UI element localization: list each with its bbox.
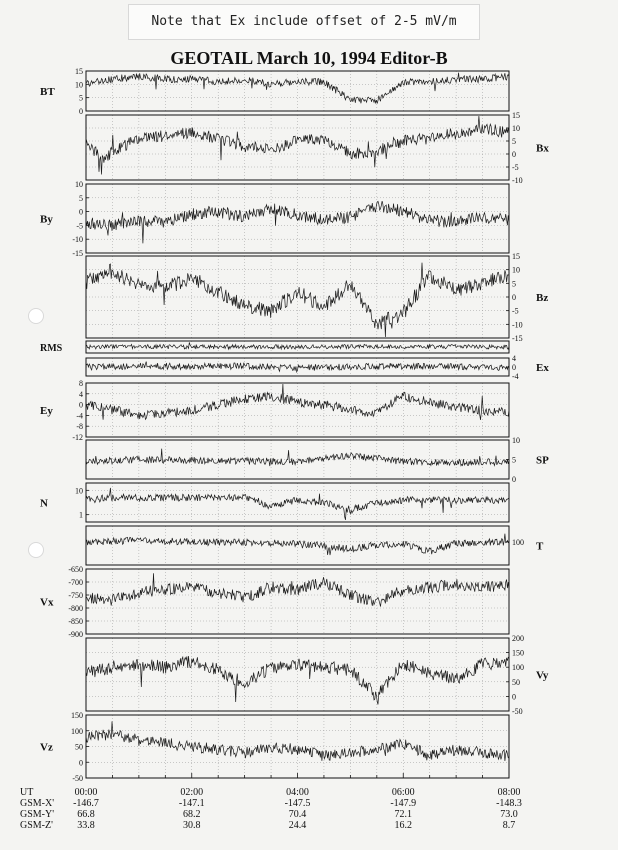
- footer-value: 00:00: [74, 787, 98, 798]
- tick-label: -15: [72, 249, 83, 258]
- panel-sp: [86, 436, 549, 484]
- tick-label: -850: [68, 617, 83, 626]
- tick-label: -4: [512, 372, 519, 381]
- footer-value: -147.5: [284, 798, 311, 809]
- panel-bz: [86, 252, 548, 343]
- series-line-ex: [86, 362, 509, 372]
- footer-value: 70.4: [288, 809, 307, 820]
- tick-label: 0: [79, 400, 83, 410]
- panel-n: [40, 483, 509, 522]
- panel-label-vz: Vz: [40, 741, 53, 754]
- panel-label-vx: Vx: [40, 596, 54, 609]
- tick-label: 0: [79, 207, 83, 217]
- tick-label: -10: [72, 235, 83, 245]
- footer-value: 24.4: [288, 820, 307, 831]
- tick-label: 50: [512, 677, 520, 687]
- tick-label: -800: [68, 604, 83, 613]
- panel-t: [86, 526, 544, 565]
- footer-value: 66.8: [77, 809, 95, 820]
- tick-label: 0: [512, 475, 516, 484]
- panel-by: [40, 180, 509, 258]
- footer-value: 06:00: [391, 787, 415, 798]
- footer-value: -148.3: [496, 798, 522, 809]
- panel-label-bz: Bz: [536, 292, 549, 304]
- tick-label: 8: [79, 379, 83, 388]
- panel-label-by: By: [40, 213, 53, 226]
- panel-ex: [86, 354, 549, 381]
- tick-label: 0: [512, 363, 516, 372]
- panel-vy: [86, 634, 549, 716]
- chart-title: GEOTAIL March 10, 1994 Editor-B: [170, 48, 448, 68]
- footer-value: -147.9: [390, 798, 417, 809]
- tick-label: 100: [71, 726, 83, 736]
- tick-label: 200: [512, 634, 524, 643]
- tick-label: 10: [512, 265, 520, 275]
- panel-ey: [40, 379, 509, 442]
- tick-label: 15: [75, 67, 83, 76]
- tick-label: -50: [72, 774, 83, 783]
- tick-label: 10: [75, 486, 83, 496]
- series-line-sp: [86, 449, 509, 467]
- panel-frame: [86, 184, 509, 253]
- panel-vx: [40, 565, 509, 639]
- tick-label: -700: [68, 578, 83, 587]
- tick-label: 15: [512, 252, 520, 261]
- tick-label: -750: [68, 591, 83, 600]
- panel-vz: [40, 711, 509, 783]
- footer-value: -147.1: [178, 798, 205, 809]
- tick-label: -5: [76, 221, 83, 231]
- footer-label: GSM-Z': [20, 820, 53, 831]
- tick-label: 5: [79, 93, 83, 103]
- footer-label: UT: [20, 787, 34, 798]
- footer-value: 02:00: [180, 787, 204, 798]
- tick-label: 0: [79, 107, 83, 116]
- orbit-position-footer: [0, 784, 618, 850]
- panel-label-n: N: [40, 497, 48, 510]
- panel-label-sp: SP: [536, 454, 549, 467]
- tick-label: -12: [72, 433, 83, 442]
- tick-label: -5: [512, 306, 519, 316]
- series-line-rms: [86, 342, 509, 349]
- tick-label: -650: [68, 565, 83, 574]
- tick-label: 150: [512, 648, 524, 658]
- footer-value: 33.8: [77, 820, 95, 831]
- tick-label: 0: [512, 692, 516, 702]
- tick-label: 0: [512, 150, 516, 159]
- footer-value: 08:00: [497, 787, 521, 798]
- tick-label: 10: [512, 436, 520, 445]
- footer-value: 73.0: [500, 809, 518, 820]
- punch-hole-top: [28, 308, 44, 324]
- tick-label: 100: [512, 537, 524, 547]
- panel-rms: [40, 341, 509, 354]
- tick-label: -10: [512, 176, 523, 185]
- footer-value: 16.2: [394, 820, 412, 831]
- punch-hole-bottom: [28, 542, 44, 558]
- tick-label: 100: [512, 663, 524, 673]
- tick-label: -5: [512, 163, 519, 172]
- tick-label: -8: [76, 422, 83, 432]
- footer-value: 68.2: [183, 809, 201, 820]
- tick-label: 5: [512, 455, 516, 465]
- tick-label: 15: [512, 111, 520, 120]
- footer-value: 04:00: [286, 787, 309, 798]
- tick-label: -900: [68, 630, 83, 639]
- panel-label-t: T: [536, 540, 544, 553]
- tick-label: 1: [79, 510, 83, 520]
- tick-label: 0: [79, 758, 83, 768]
- tick-label: 5: [512, 279, 516, 289]
- tick-label: 0: [512, 293, 516, 302]
- panel-bx: [86, 111, 549, 185]
- offset-note: Note that Ex include offset of 2-5 mV/m: [128, 4, 480, 40]
- panel-bt: [40, 67, 509, 116]
- tick-label: 4: [512, 354, 516, 363]
- tick-label: 10: [512, 124, 520, 133]
- tick-label: 10: [75, 80, 83, 90]
- tick-label: -4: [76, 411, 83, 421]
- tick-label: -50: [512, 707, 523, 716]
- tick-label: 5: [512, 137, 516, 146]
- tick-label: 10: [75, 180, 83, 189]
- tick-label: 150: [71, 711, 83, 720]
- footer-label: GSM-Y': [20, 809, 55, 820]
- footer-value: 30.8: [183, 820, 201, 831]
- tick-label: 4: [79, 389, 83, 399]
- panel-label-vy: Vy: [536, 669, 549, 682]
- tick-label: 5: [79, 193, 83, 203]
- footer-label: GSM-X': [20, 798, 55, 809]
- tick-label: -15: [512, 334, 523, 343]
- footer-value: 8.7: [502, 820, 516, 831]
- panel-label-bt: BT: [40, 86, 55, 98]
- panel-label-ex: Ex: [536, 362, 549, 374]
- series-line-by: [86, 201, 509, 243]
- panel-label-rms: RMS: [40, 343, 63, 354]
- panel-label-ey: Ey: [40, 405, 53, 417]
- tick-label: -10: [512, 320, 523, 330]
- footer-value: 72.1: [394, 809, 412, 820]
- footer-value: -146.7: [73, 798, 99, 809]
- tick-label: 50: [75, 742, 83, 752]
- panel-label-bx: Bx: [536, 142, 549, 155]
